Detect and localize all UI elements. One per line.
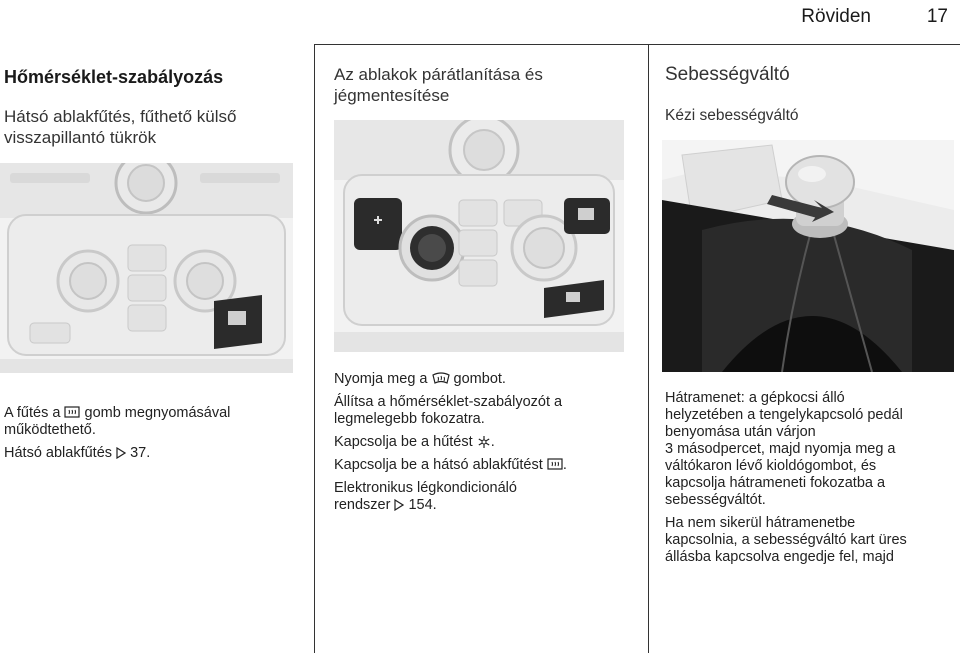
text-line: állásba kapcsolva engedje fel, majd bbox=[665, 549, 894, 565]
page-number: 17 bbox=[926, 6, 948, 27]
page-ref-arrow-icon bbox=[394, 499, 404, 511]
col2-paragraph-4 bbox=[334, 457, 639, 474]
text-span: Nyomja meg a bbox=[334, 371, 428, 387]
text-line: sebességváltót. bbox=[665, 492, 766, 508]
rear-window-heater-icon bbox=[64, 406, 80, 420]
col2-paragraph-2-line2: legmelegebb fokozatra. bbox=[334, 411, 485, 427]
heading-transmission: Sebességváltó bbox=[665, 64, 790, 85]
col3-paragraph-1 bbox=[665, 390, 955, 509]
heading-climate-control: Hőmérséklet-szabályozás bbox=[4, 67, 224, 87]
text-span: Hátsó ablakfűtés bbox=[4, 445, 113, 461]
heading-defrost bbox=[334, 64, 543, 106]
page-reference: 37. bbox=[130, 445, 151, 461]
heading-line: Az ablakok párátlanítása és bbox=[334, 65, 543, 84]
text-span: Kapcsolja be a hűtést bbox=[334, 434, 473, 450]
subheading-line: visszapillantó tükrök bbox=[4, 128, 157, 147]
text-span: rendszer bbox=[334, 497, 391, 513]
windshield-defrost-icon bbox=[432, 372, 450, 386]
text-line: Hátramenet: a gépkocsi álló bbox=[665, 390, 845, 406]
col1-paragraph-1 bbox=[4, 405, 304, 422]
subheading-rear-heater bbox=[4, 106, 236, 148]
col2-body bbox=[334, 371, 639, 514]
text-line: 3 másodpercet, majd nyomja meg a bbox=[665, 441, 896, 457]
col2-paragraph-3 bbox=[334, 434, 639, 451]
figure-climate-panel-2 bbox=[334, 120, 624, 352]
figure-climate-panel-1 bbox=[0, 163, 293, 373]
col1-paragraph-1-line2: működtethető. bbox=[4, 422, 96, 438]
text-span: gomb megnyomásával bbox=[84, 405, 231, 421]
col1-body bbox=[4, 405, 304, 462]
text-span: . bbox=[490, 434, 495, 450]
text-line: helyzetében a tengelykapcsoló pedál bbox=[665, 407, 903, 423]
col3-paragraph-2 bbox=[665, 515, 955, 566]
running-header-section: Röviden bbox=[801, 6, 871, 27]
text-line: kapcsolja hátrameneti fokozatba a bbox=[665, 475, 886, 491]
text-span: Kapcsolja be a hátsó ablakfűtést bbox=[334, 457, 543, 473]
text-span: gombot. bbox=[453, 371, 506, 387]
subheading-manual-transmission: Kézi sebességváltó bbox=[665, 107, 799, 124]
col2-paragraph-5-line2 bbox=[334, 497, 639, 514]
col2-paragraph-5-line1: Elektronikus légkondicionáló bbox=[334, 480, 517, 496]
subheading-line: Hátsó ablakfűtés, fűthető külső bbox=[4, 107, 237, 126]
column-divider-1 bbox=[314, 44, 315, 653]
column-divider-2 bbox=[648, 44, 649, 653]
text-span: A fűtés a bbox=[4, 405, 61, 421]
page-ref-arrow-icon bbox=[116, 447, 126, 459]
col1-paragraph-2 bbox=[4, 445, 304, 462]
snowflake-icon bbox=[477, 435, 491, 449]
col3-body bbox=[665, 390, 955, 566]
header-rule bbox=[315, 44, 960, 45]
heading-line: jégmentesítése bbox=[334, 86, 450, 105]
rear-window-heater-icon bbox=[547, 458, 563, 472]
text-line: váltókaron lévő kioldógombot, és bbox=[665, 458, 877, 474]
text-span: . bbox=[562, 457, 567, 473]
col2-paragraph-1 bbox=[334, 371, 639, 388]
text-line: kapcsolnia, a sebességváltó kart üres bbox=[665, 532, 907, 548]
col2-paragraph-2-line1: Állítsa a hőmérséklet-szabályozót a bbox=[334, 394, 563, 410]
figure-gear-lever bbox=[662, 140, 954, 372]
text-line: benyomása után várjon bbox=[665, 424, 816, 440]
page-reference: 154. bbox=[408, 497, 437, 513]
text-line: Ha nem sikerül hátramenetbe bbox=[665, 515, 856, 531]
